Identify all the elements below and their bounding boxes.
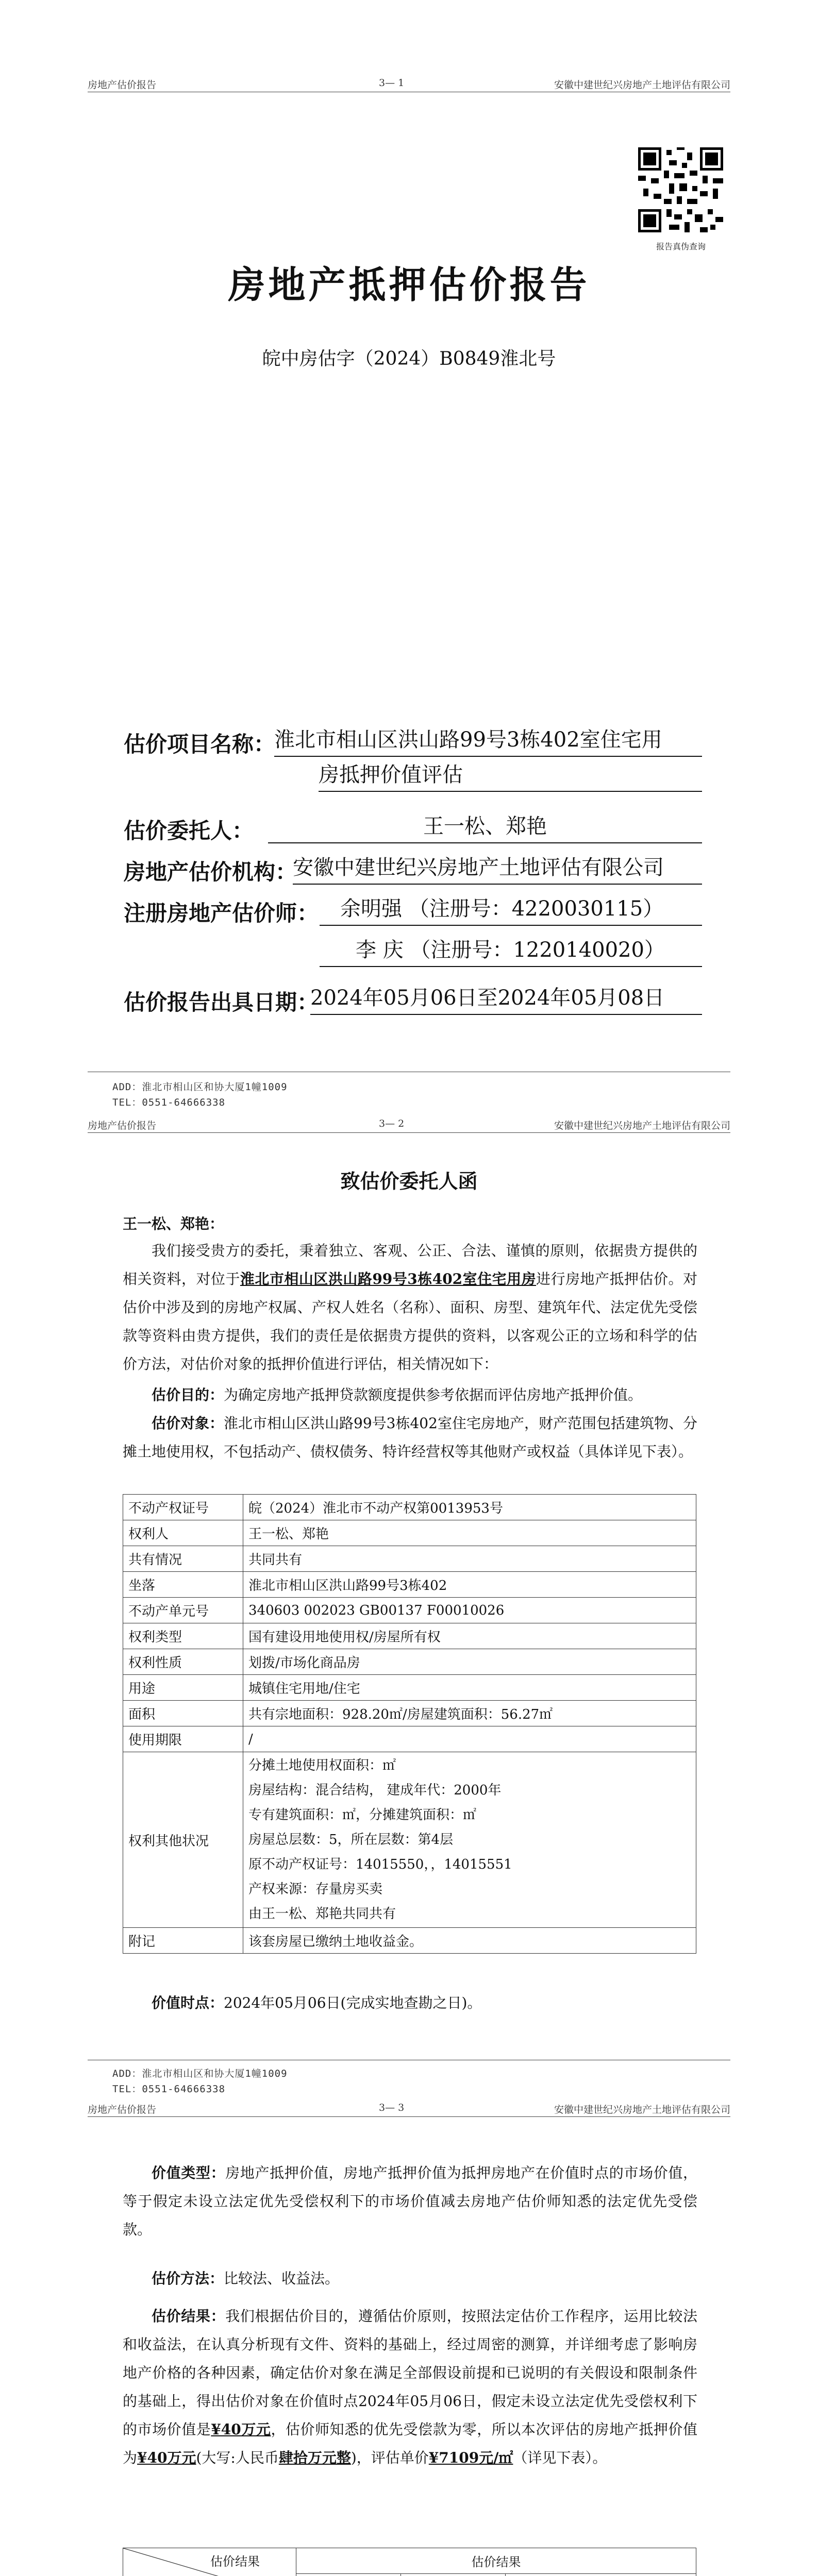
table-row <box>123 1649 696 1675</box>
object-text: 淮北市相山区洪山路99号3栋402室住宅房地产，财产范围包括建筑物、分摊土地使用权，不包括动产、债权债务、特许经营权等其他财产或权益（具体详见下表）。 <box>123 1415 697 1460</box>
table-row <box>123 1598 696 1623</box>
table-row <box>123 1546 696 1572</box>
header-page-number: 3— 1 <box>379 77 405 89</box>
diagonal-line-icon <box>123 2548 296 2576</box>
appraiser-1: 余明强 （注册号：4220030115） <box>320 893 702 926</box>
purpose-text: 为确定房地产抵押贷款额度提供参考依据而评估房地产抵押价值。 <box>224 1386 643 1403</box>
table-row <box>123 1701 696 1726</box>
result-header-corner <box>123 2548 296 2576</box>
footer-tel: TEL：0551-64666338 <box>112 1097 226 1108</box>
value-type-paragraph <box>123 2159 697 2244</box>
qr-code-icon[interactable] <box>638 147 723 232</box>
row-key: 权利性质 <box>123 1649 243 1675</box>
row-value: 淮北市相山区洪山路99号3栋402 <box>243 1572 696 1598</box>
row-value: 共同共有 <box>243 1546 696 1572</box>
row-value: / <box>243 1726 696 1752</box>
footer-tel: TEL：0551-64666338 <box>112 2083 226 2095</box>
page-footer <box>112 1079 288 1110</box>
value-type-label: 价值类型： <box>152 2164 226 2181</box>
object-label: 估价对象： <box>152 1415 224 1432</box>
intro-property-address: 淮北市相山区洪山路99号3栋402室住宅用房 <box>240 1270 537 1287</box>
row-key: 权利人 <box>123 1520 243 1546</box>
row-value: 皖（2024）淮北市不动产权第0013953号 <box>243 1495 696 1520</box>
row-key: 面积 <box>123 1701 243 1726</box>
row-value: 该套房屋已缴纳土地收益金。 <box>243 1928 696 1954</box>
row-value: 划拨/市场化商品房 <box>243 1649 696 1675</box>
method-text: 比较法、收益法。 <box>224 2270 340 2287</box>
intro-text-a: 我们接受贵方的委托，秉着独立、客观、公正、合法、谨慎的原则，依据贵方提供的相关资料，对位于 <box>123 1242 697 1287</box>
result-text-e: (大写:人民币 <box>196 2449 279 2466</box>
header-company: 安徽中建世纪兴房地产土地评估有限公司 <box>554 2104 730 2115</box>
footer-address: ADD：淮北市相山区和协大厦1幢1009 <box>112 1081 288 1093</box>
client-value <box>268 810 702 843</box>
purpose-paragraph <box>123 1381 697 1409</box>
property-table <box>123 1494 696 1954</box>
purpose-label: 估价目的： <box>152 1386 224 1403</box>
row-key: 权利其他状况 <box>123 1752 243 1928</box>
other-status-line: 原不动产权证号：14015550，，14015551 <box>248 1857 512 1872</box>
row-key: 权利类型 <box>123 1623 243 1649</box>
result-header-label: 估价结果 <box>210 2554 260 2569</box>
result-text-g: )，评估单价 <box>350 2449 429 2466</box>
row-key: 使用期限 <box>123 1726 243 1752</box>
other-status-line: 房屋结构：混合结构， 建成年代：2000年 <box>248 1783 502 1798</box>
rmb-uppercase-header <box>506 2574 696 2576</box>
row-key: 附记 <box>123 1928 243 1954</box>
report-date-value: 2024年05月06日至2024年05月08日 <box>310 982 702 1015</box>
other-status-line: 分摊土地使用权面积：㎡ <box>248 1758 396 1773</box>
result-text-a: 我们根据估价目的，遵循估价原则，按照法定估价工作程序，运用比较法和收益法，在认真分析现有文件、资料的基础上，经过周密的测算，并详细考虑了影响房地产价格的各种因素，确定估价对象在满足全部假设前提和已说明的有关假设和限制条件的基础上，得出估价对象在价值时点2024年05月06日，假定未设立法定优先受偿权利下的市场价值是 <box>123 2308 697 2438</box>
client-value-text: 王一松、郑艳 <box>423 815 547 838</box>
appraiser-label: 注册房地产估价师： <box>124 901 319 926</box>
project-name-label: 估价项目名称： <box>124 732 276 757</box>
value-date-label: 价值时点： <box>152 1994 224 2011</box>
table-row <box>123 1726 696 1752</box>
object-paragraph <box>123 1409 697 1466</box>
table-row <box>123 1520 696 1546</box>
header-company: 安徽中建世纪兴房地产土地评估有限公司 <box>554 1120 730 1131</box>
agency-label: 房地产估价机构： <box>124 859 297 885</box>
method-paragraph <box>123 2264 697 2293</box>
intro-text-c: 进行房地产抵押估价。对估价中涉及到的房地产权属、产权人姓名（名称）、面积、房型、建筑年代、法定优先受偿款等资料由贵方提供，我们的责任是依据贵方提供的资料，以客观公正的立场和科学的估价方法，对估价对象的抵押价值进行评估，相关情况如下： <box>123 1270 697 1372</box>
row-key: 用途 <box>123 1675 243 1701</box>
table-row <box>123 1752 696 1928</box>
other-status-line: 房屋总层数：5，所在层数：第4层 <box>248 1832 454 1848</box>
result-header-group: 估价结果 <box>296 2548 696 2574</box>
value-type-text: 房地产抵押价值，房地产抵押价值为抵押房地产在价值时点的市场价值，等于假定未设立法定优先受偿权利下的市场价值减去房地产估价师知悉的法定优先受偿款。 <box>123 2164 697 2238</box>
table-row <box>123 1928 696 1954</box>
report-title: 房地产抵押估价报告 <box>228 263 590 307</box>
agency-value: 安徽中建世纪兴房地产土地评估有限公司 <box>293 852 702 885</box>
unit-price-header <box>296 2574 401 2576</box>
result-table <box>123 2548 696 2576</box>
project-name-line1: 淮北市相山区洪山路99号3栋402室住宅用 <box>274 724 702 757</box>
header-company: 安徽中建世纪兴房地产土地评估有限公司 <box>554 79 730 91</box>
value-date-paragraph <box>123 1989 697 2017</box>
header-rule <box>88 2116 730 2117</box>
salutation <box>123 1210 697 1238</box>
row-value <box>243 1752 696 1928</box>
appraiser-2: 李 庆 （注册号：1220140020） <box>320 934 702 967</box>
mortgage-value: ¥40万元 <box>137 2449 196 2466</box>
header-page-number: 3— 3 <box>379 2102 405 2113</box>
row-key: 共有情况 <box>123 1546 243 1572</box>
row-key: 坐落 <box>123 1572 243 1598</box>
header-page-number: 3— 2 <box>379 1118 405 1129</box>
table-row <box>123 1495 696 1520</box>
row-value: 城镇住宅用地/住宅 <box>243 1675 696 1701</box>
header-rule <box>88 1132 730 1133</box>
table-row <box>123 1623 696 1649</box>
result-label: 估价结果： <box>152 2308 226 2325</box>
mortgage-value-uppercase: 肆拾万元整 <box>278 2449 351 2466</box>
row-value: 共有宗地面积：928.20㎡/房屋建筑面积：56.27㎡ <box>243 1701 696 1726</box>
report-date-label: 估价报告出具日期： <box>124 990 319 1015</box>
project-name-line2: 房抵押价值评估 <box>319 759 702 792</box>
table-row <box>123 1675 696 1701</box>
header-left: 房地产估价报告 <box>88 1120 157 1131</box>
unit-price: ¥7109元/㎡ <box>428 2449 513 2466</box>
salutation-text: 王一松、郑艳： <box>123 1215 224 1232</box>
letter-title: 致估价委托人函 <box>340 1170 478 1193</box>
document-number: 皖中房估字（2024）B0849淮北号 <box>262 348 556 369</box>
footer-address: ADD：淮北市相山区和协大厦1幢1009 <box>112 2068 288 2079</box>
client-label: 估价委托人： <box>124 818 254 843</box>
result-text-c: ，估价师知悉的优先受偿款为零，所以本次评估的房地产抵押价值为 <box>123 2421 697 2466</box>
row-value: 国有建设用地使用权/房屋所有权 <box>243 1623 696 1649</box>
row-key: 不动产权证号 <box>123 1495 243 1520</box>
method-label: 估价方法： <box>152 2270 224 2287</box>
market-value: ¥40万元 <box>211 2421 271 2438</box>
cover-page <box>0 0 818 1077</box>
table-row <box>123 1572 696 1598</box>
row-value: 王一松、郑艳 <box>243 1520 696 1546</box>
other-status-line: 产权来源：存量房买卖 <box>248 1882 383 1897</box>
row-key: 不动产单元号 <box>123 1598 243 1623</box>
result-text-i: （详见下表）。 <box>513 2449 607 2466</box>
total-price-header <box>401 2574 506 2576</box>
intro-paragraph <box>123 1236 697 1378</box>
header-left: 房地产估价报告 <box>88 79 157 91</box>
page-footer-2 <box>112 2066 288 2097</box>
qr-caption: 报告真伪查询 <box>656 242 706 251</box>
other-status-line: 由王一松、郑艳共同共有 <box>248 1906 396 1922</box>
value-date-text: 2024年05月06日(完成实地查勘之日)。 <box>224 1994 482 2011</box>
header-left: 房地产估价报告 <box>88 2104 157 2115</box>
result-paragraph <box>123 2302 697 2472</box>
row-value: 340603 002023 GB00137 F00010026 <box>243 1598 696 1623</box>
other-status-line: 专有建筑面积：㎡，分摊建筑面积：㎡ <box>248 1807 477 1823</box>
